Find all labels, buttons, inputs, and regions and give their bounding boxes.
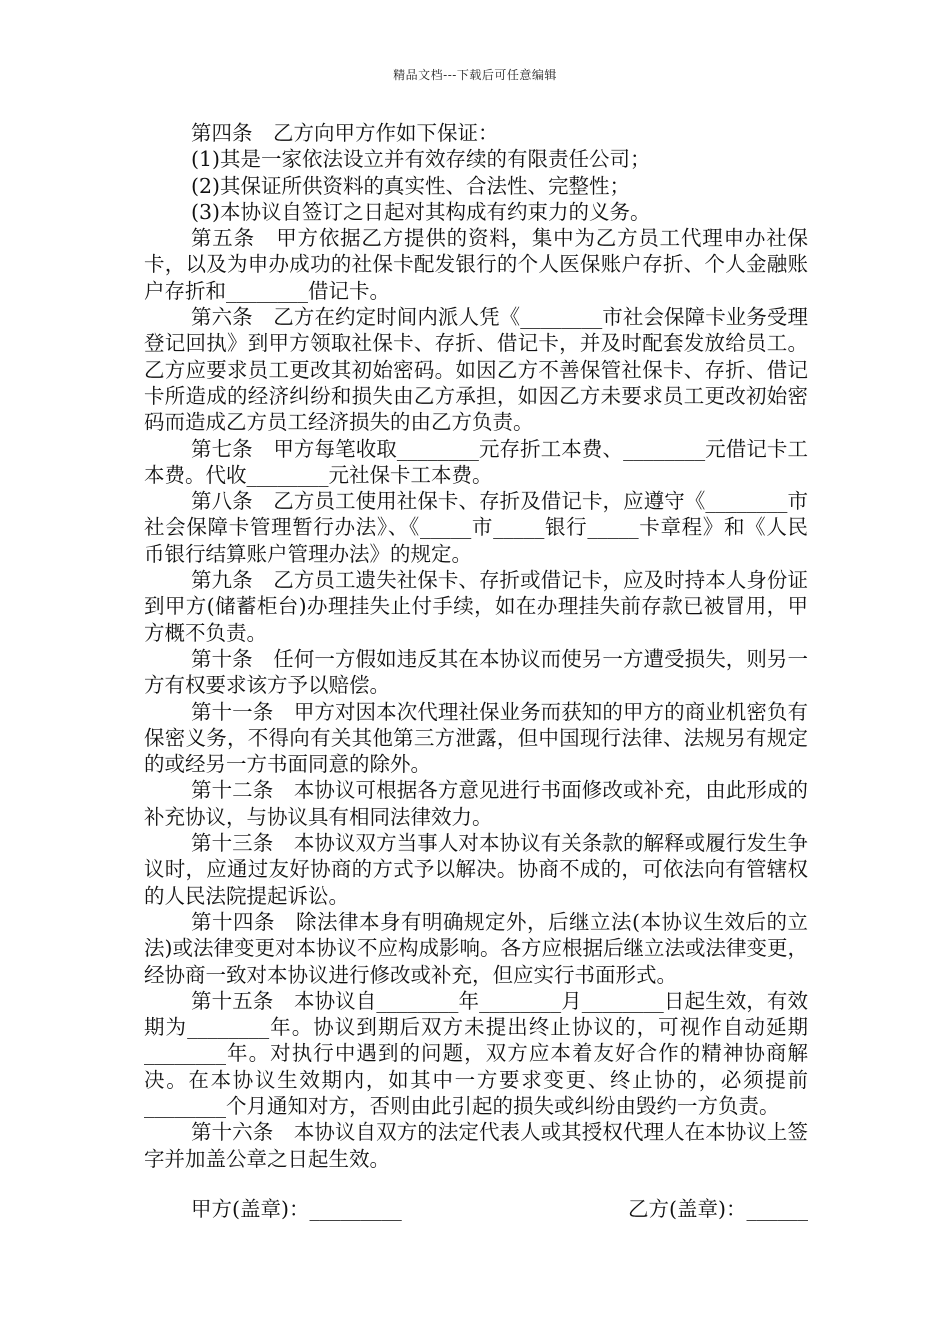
clause-16: 第十六条 本协议自双方的法定代表人或其授权代理人在本协议上签字并加盖公章之日起生效。 bbox=[144, 1120, 808, 1171]
clause-8: 第八条 乙方员工使用社保卡、存折及借记卡，应遵守《________市社会保障卡管理暂行办法》、《_____市_____银行_____卡章程》和《人民币银行结算账户管理办法》的规定。 bbox=[144, 489, 808, 566]
clause-12: 第十二条 本协议可根据各方意见进行书面修改或补充，由此形成的补充协议，与协议具有相同法律效力。 bbox=[144, 778, 808, 829]
clause-4-item-2: (2)其保证所供资料的真实性、合法性、完整性； bbox=[191, 173, 631, 198]
clause-10: 第十条 任何一方假如违反其在本协议而使另一方遭受损失，则另一方有权要求该方予以赔偿。 bbox=[144, 646, 808, 698]
clause-4-item-1: (1)其是一家依法设立并有效存续的有限责任公司； bbox=[191, 147, 651, 172]
clause-9: 第九条 乙方员工遗失社保卡、存折或借记卡，应及时持本人身份证到甲方(储蓄柜台)办理挂失止付手续，如在办理挂失前存款已被冒用，甲方概不负责。 bbox=[144, 568, 808, 645]
clause-6: 第六条 乙方在约定时间内派人凭《________市社会保障卡业务受理登记回执》到甲方领取社保卡、存折、借记卡，并及时配套发放给员工。乙方应要求员工更改其初始密码。如因乙方不善保管社保卡、存折、借记卡所造成的经济纠纷和损失由乙方承担，如因乙方未要求员工更改初始密码而造成乙方员工经济损失的由乙方负责。 bbox=[144, 305, 808, 435]
clause-14: 第十四条 除法律本身有明确规定外，后继立法(本协议生效后的立法)或法律变更对本协议不应构成影响。各方应根据后继立法或法律变更，经协商一致对本协议进行修改或补充，但应实行书面形式。 bbox=[144, 909, 808, 987]
clause-7: 第七条 甲方每笔收取________元存折工本费、________元借记卡工本费。代收________元社保卡工本费。 bbox=[144, 436, 808, 487]
clause-4-item-3: (3)本协议自签订之日起对其构成有约束力的义务。 bbox=[191, 199, 651, 224]
clause-11: 第十一条 甲方对因本次代理社保业务而获知的甲方的商业机密负有保密义务，不得向有关其他第三方泄露，但中国现行法律、法规另有规定的或经另一方书面同意的除外。 bbox=[144, 699, 808, 777]
page-header: 精品文档---下载后可任意编辑 bbox=[393, 68, 557, 82]
clause-15: 第十五条 本协议自________年________月________日起生效，有效期为________年。协议到期后双方未提出终止协议的，可视作自动延期________年。对执行中遇到的问题，双方应本着友好合作的精神协商解决。在本协议生效期内，如其中一方要求变更、终止协的，必须提前________个月通知对方，否则由此引起的损失或纠纷由毁约一方负责。 bbox=[144, 988, 808, 1118]
signature-line bbox=[191, 1196, 808, 1222]
clause-4-title: 第四条 乙方向甲方作如下保证： bbox=[191, 121, 499, 145]
clause-13: 第十三条 本协议双方当事人对本协议有关条款的解释或履行发生争议时，应通过友好协商的方式予以解决。协商不成的，可依法向有管辖权的人民法院提起诉讼。 bbox=[144, 831, 808, 908]
contract-body bbox=[144, 120, 808, 1172]
party-b-signature: 乙方(盖章)：______ bbox=[628, 1197, 808, 1221]
clause-5: 第五条 甲方依据乙方提供的资料，集中为乙方员工代理申办社保卡，以及为申办成功的社保卡配发银行的个人医保账户存折、个人金融账户存折和________借记卡。 bbox=[144, 226, 808, 303]
party-a-signature: 甲方(盖章)：_________ bbox=[191, 1197, 402, 1221]
